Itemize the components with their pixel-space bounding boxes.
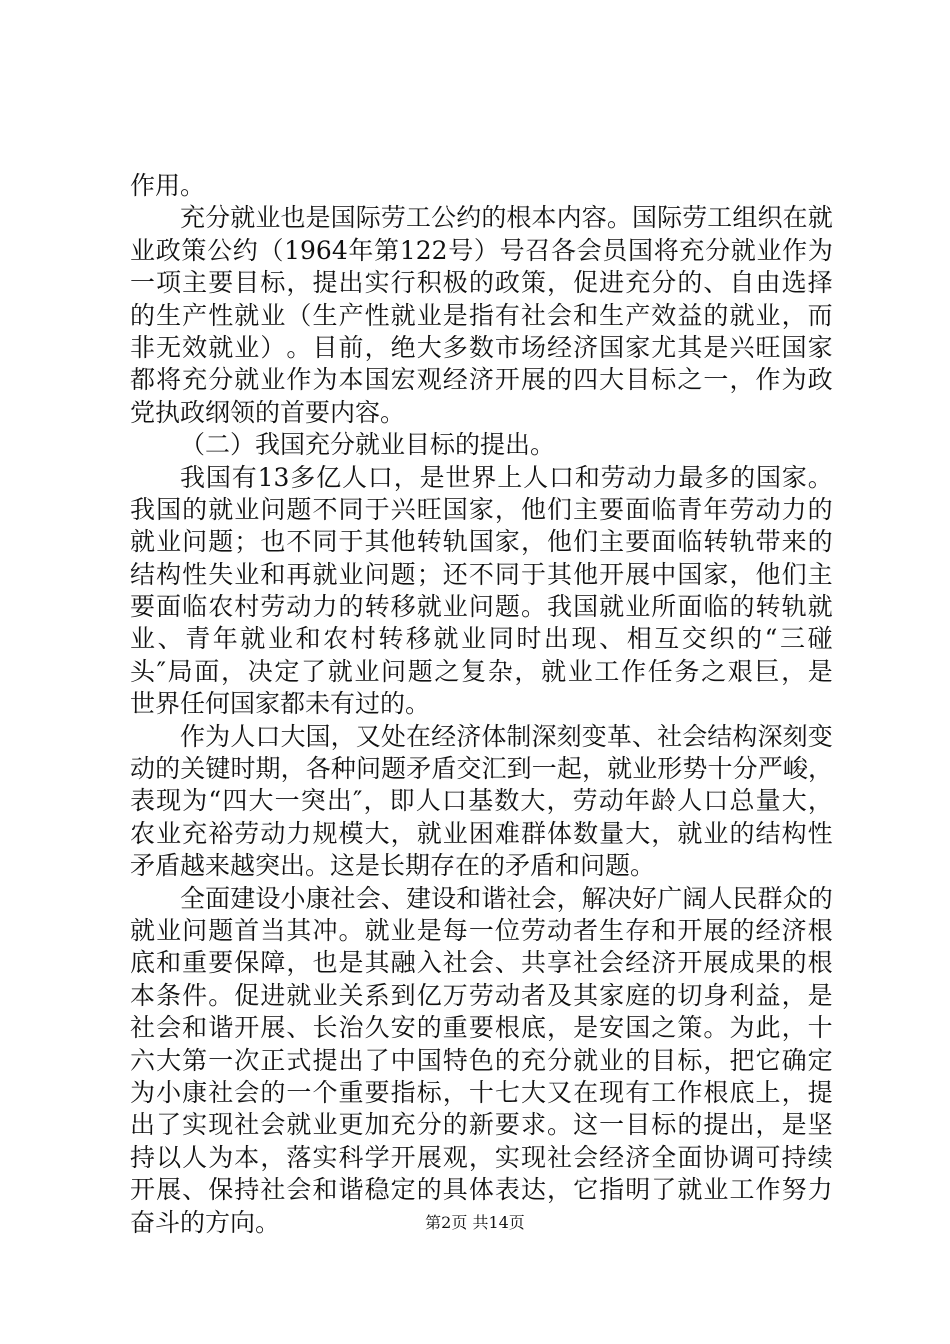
text-line: 一 项 主 要 目 标 ， 提 出 实 行 积 极 的 政 策 ， 促 进 充 分 的 、 自 由 选 择 bbox=[130, 268, 833, 298]
text-line: 结 构 性 失 业 和 再 就 业 问 题 ； 还 不 同 于 其 他 开 展 中 国 家 ， 他 们 主 bbox=[130, 559, 833, 589]
text-line: 业 、 青 年 就 业 和 农 村 转 移 就 业 同 时 出 现 、 相 互 交 织 的 “ 三 碰 bbox=[130, 624, 833, 654]
text-line: 开 展 、 保 持 社 会 和 谐 稳 定 的 具 体 表 达 ， 它 指 明 了 就 业 工 作 努 力 bbox=[130, 1175, 833, 1205]
text-line: 底 和 重 要 保 障 ， 也 是 其 融 入 社 会 、 共 享 社 会 经 济 开 展 成 果 的 根 bbox=[130, 948, 833, 978]
text-line: 为 小 康 社 会 的 一 个 重 要 指 标 ， 十 七 大 又 在 现 有 工 作 根 底 上 ， 提 bbox=[130, 1077, 833, 1107]
text-line: 都 将 充 分 就 业 作 为 本 国 宏 观 经 济 开 展 的 四 大 目 标 之 一 ， 作 为 政 bbox=[130, 365, 833, 395]
page-footer: 第2页 共14页 bbox=[425, 1213, 525, 1232]
document-body bbox=[130, 170, 833, 1239]
text-line: 要 面 临 农 村 劳 动 力 的 转 移 就 业 问 题 。 我 国 就 业 所 面 临 的 转 轨 就 bbox=[130, 592, 833, 622]
text-line: 矛盾越来越突出。这是长期存在的矛盾和问题。 bbox=[130, 851, 656, 881]
text-line: 奋斗的方向。 bbox=[130, 1207, 281, 1237]
text-line: 世界任何国家都未有过的。 bbox=[130, 689, 431, 719]
text-line: （二）我国充分就业目标的提出。 bbox=[180, 430, 556, 460]
text-line: 全 面 建 设 小 康 社 会 、 建 设 和 谐 社 会 ， 解 决 好 广 阔 人 民 群 众 的 bbox=[180, 883, 833, 913]
text-line: 非 无 效 就 业 ） 。 目 前 ， 绝 大 多 数 市 场 经 济 国 家 尤 其 是 兴 旺 国 家 bbox=[130, 332, 833, 362]
text-line: 农 业 充 裕 劳 动 力 规 模 大 ， 就 业 困 难 群 体 数 量 大 ， 就 业 的 结 构 性 bbox=[130, 818, 833, 848]
text-line: 六 大 第 一 次 正 式 提 出 了 中 国 特 色 的 充 分 就 业 的 目 标 ， 把 它 确 定 bbox=[130, 1045, 833, 1075]
text-line: 动 的 关 键 时 期 ， 各 种 问 题 矛 盾 交 汇 到 一 起 ， 就 业 形 势 十 分 严 峻 ， bbox=[130, 754, 833, 784]
text-line: 出 了 实 现 社 会 就 业 更 加 充 分 的 新 要 求 。 这 一 目 标 的 提 出 ， 是 坚 bbox=[130, 1110, 833, 1140]
text-line: 作 为 人 口 大 国 ， 又 处 在 经 济 体 制 深 刻 变 革 、 社 会 结 构 深 刻 变 bbox=[180, 721, 833, 751]
text-line: 充 分 就 业 也 是 国 际 劳 工 公 约 的 根 本 内 容 。 国 际 劳 工 组 织 在 就 bbox=[180, 203, 833, 233]
text-line: 作用。 bbox=[130, 171, 206, 200]
text-line: 社 会 和 谐 开 展 、 长 治 久 安 的 重 要 根 底 ， 是 安 国 之 策 。 为 此 ， 十 bbox=[130, 1013, 833, 1043]
text-line: 持 以 人 为 本 ， 落 实 科 学 开 展 观 ， 实 现 社 会 经 济 全 面 协 调 可 持 续 bbox=[130, 1142, 833, 1172]
text-line: 我 国 的 就 业 问 题 不 同 于 兴 旺 国 家 ， 他 们 主 要 面 临 青 年 劳 动 力 的 bbox=[130, 494, 833, 524]
text-line: 业 政 策 公 约 （ 1964 年 第 122 号 ） 号 召 各 会 员 国 将 充 分 就 业 作 为 bbox=[130, 235, 833, 265]
text-line: 表 现 为 “ 四 大 一 突 出 ″ ， 即 人 口 基 数 大 ， 劳 动 年 龄 人 口 总 量 大 ， bbox=[130, 786, 833, 816]
text-line: 头 ″ 局 面 ， 决 定 了 就 业 问 题 之 复 杂 ， 就 业 工 作 任 务 之 艰 巨 ， 是 bbox=[130, 656, 833, 686]
text-line: 就 业 问 题 ； 也 不 同 于 其 他 转 轨 国 家 ， 他 们 主 要 面 临 转 轨 带 来 的 bbox=[130, 527, 833, 557]
text-line: 的 生 产 性 就 业 （ 生 产 性 就 业 是 指 有 社 会 和 生 产 效 益 的 就 业 ， 而 bbox=[130, 300, 833, 330]
text-line: 我 国 有 13 多 亿 人 口 ， 是 世 界 上 人 口 和 劳 动 力 最 多 的 国 家 。 bbox=[180, 462, 833, 492]
text-line: 本 条 件 。 促 进 就 业 关 系 到 亿 万 劳 动 者 及 其 家 庭 的 切 身 利 益 ， 是 bbox=[130, 980, 833, 1010]
text-line: 党执政纲领的首要内容。 bbox=[130, 397, 406, 427]
text-line: 就 业 问 题 首 当 其 冲 。 就 业 是 每 一 位 劳 动 者 生 存 和 开 展 的 经 济 根 bbox=[130, 915, 833, 945]
